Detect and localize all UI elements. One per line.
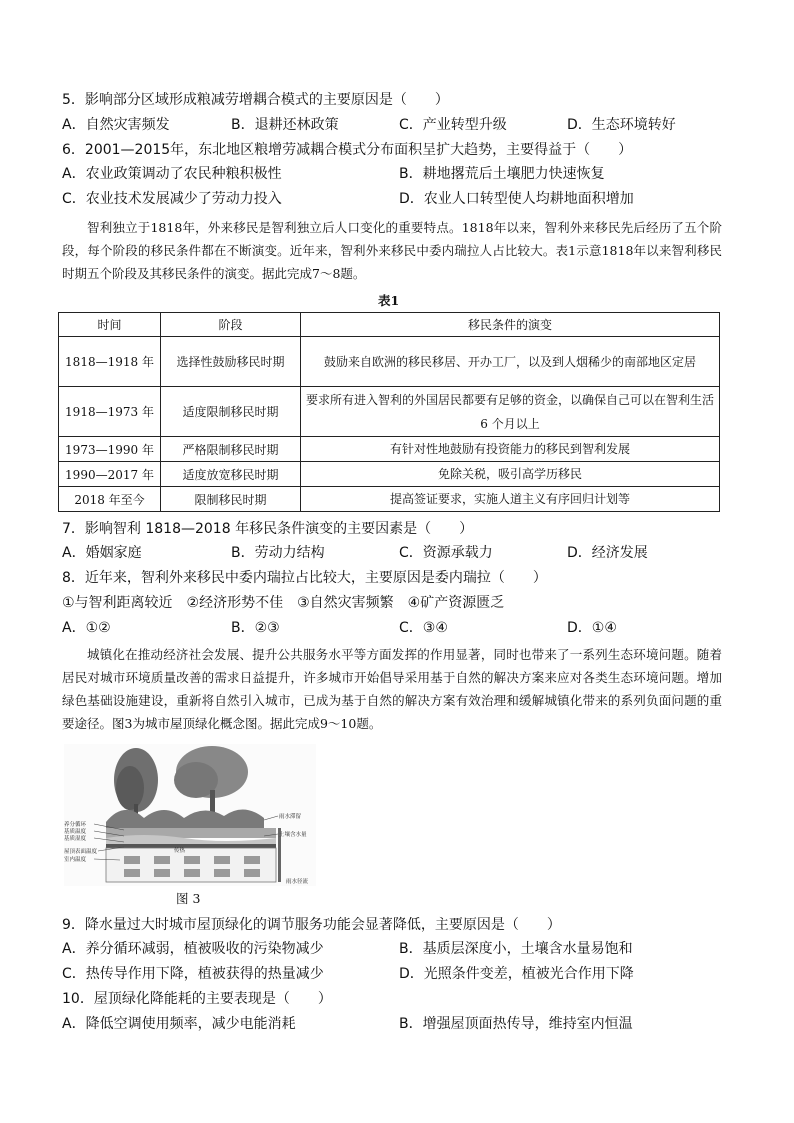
- figure-label-substrate-temp: 基质温度: [64, 829, 87, 835]
- q7-option-b: B．劳动力结构: [231, 545, 325, 561]
- q10-option-a: A．降低空调使用频率，减少电能消耗: [62, 1016, 296, 1032]
- q7-option-d: D．经济发展: [567, 545, 648, 561]
- q6-option-b: B．耕地撂荒后土壤肥力快速恢复: [399, 166, 605, 182]
- window-icon: [184, 856, 200, 864]
- table-1-caption: 表1: [378, 293, 400, 308]
- window-icon: [244, 869, 260, 877]
- table-cell-time: 1973—1990 年: [59, 437, 161, 462]
- figure-3-caption: 图 3: [176, 891, 201, 906]
- table-row: [59, 337, 720, 387]
- table-header-row: [59, 313, 720, 337]
- q9-option-a: A．养分循环减弱，植被吸收的污染物减少: [62, 941, 324, 957]
- question-6-stem: 6．2001—2015年，东北地区粮增劳减耦合模式分布面积呈扩大趋势，主要得益于（ ）: [62, 142, 633, 158]
- table-row: [59, 387, 720, 437]
- tree-icon: [116, 766, 144, 810]
- q6-option-a: A．农业政策调动了农民种粮积极性: [62, 166, 282, 182]
- figure-label-nutrient-cycle: 养分循环: [64, 822, 87, 828]
- table-cell-time: 1918—1973 年: [59, 387, 161, 437]
- roof-slab: [106, 844, 276, 848]
- figure-label-roof-surface-temp: 屋顶表面温度: [64, 849, 98, 855]
- q9-option-c: C．热传导作用下降，植被获得的热量减少: [62, 966, 324, 982]
- table-cell-stage: 选择性鼓励移民时期: [161, 337, 301, 387]
- table-row: [59, 462, 720, 487]
- table-row: [59, 437, 720, 462]
- figure-label-indoor-temp: 室内温度: [64, 857, 87, 863]
- figure-label-runoff: 雨水径流: [286, 879, 309, 885]
- q5-option-a: A．自然灾害频发: [62, 117, 170, 133]
- table-cell-time: 2018 年至今: [59, 487, 161, 512]
- table-header-stage: 阶段: [161, 313, 301, 337]
- table-cell-stage: 适度放宽移民时期: [161, 462, 301, 487]
- q8-option-c: C．③④: [399, 620, 448, 636]
- q10-option-b: B．增强屋顶面热传导，维持室内恒温: [399, 1016, 633, 1032]
- table-cell-conditions: 要求所有进入智利的外国居民都要有足够的资金，以确保自己可以在智利生活 6 个月以上: [301, 387, 720, 437]
- window-icon: [214, 869, 230, 877]
- window-icon: [244, 856, 260, 864]
- table-cell-conditions: 有针对性地鼓励有投资能力的移民到智利发展: [301, 437, 720, 462]
- window-icon: [124, 869, 140, 877]
- table-cell-conditions: 鼓励来自欧洲的移民移居、开办工厂，以及到人烟稀少的南部地区定居: [301, 337, 720, 387]
- q8-option-b: B．②③: [231, 620, 280, 636]
- question-7-stem: 7．影响智利 1818—2018 年移民条件演变的主要因素是（ ）: [62, 521, 474, 537]
- figure-label-rain-retention: 雨水滞留: [279, 814, 302, 820]
- q5-option-b: B．退耕还林政策: [231, 117, 339, 133]
- window-icon: [124, 856, 140, 864]
- table-cell-stage: 适度限制移民时期: [161, 387, 301, 437]
- migration-table: [58, 312, 720, 512]
- table-cell-stage: 严格限制移民时期: [161, 437, 301, 462]
- table-header-conditions: 移民条件的演变: [301, 313, 720, 337]
- roof-greening-figure: [64, 744, 316, 886]
- table-header-time: 时间: [59, 313, 161, 337]
- q7-option-a: A．婚姻家庭: [62, 545, 142, 561]
- figure-label-heat-transfer: 传热: [174, 848, 186, 854]
- passage-urbanization: 城镇化在推动经济社会发展、提升公共服务水平等方面发挥的作用显著，同时也带来了一系列生态环境问题。随着居民对城市环境质量改善的需求日益提升，许多城市开始倡导采用基于自然的解决方案来应对各类生态环境问题。增加绿色基础设施建设，重新将自然引入城市，已成为基于自然的解决方案有效治理和缓解城镇化带来的系列负面问题的重要途径。图3为城市屋顶绿化概念图。据此完成9～10题。: [62, 647, 722, 731]
- q5-option-d: D．生态环境转好: [567, 117, 676, 133]
- figure-label-soil-moisture: 土壤含水量: [279, 832, 307, 838]
- question-8-stem: 8．近年来，智利外来移民中委内瑞拉占比较大，主要原因是委内瑞拉（ ）: [62, 570, 547, 586]
- q8-option-a: A．①②: [62, 620, 111, 636]
- figure-label-substrate-humidity: 基质湿度: [64, 836, 87, 842]
- passage-chile-migration: 智利独立于1818年，外来移民是智利独立后人口变化的重要特点。1818年以来，智利外来移民先后经历了五个阶段，每个阶段的移民条件都在不断演变。近年来，智利外来移民中委内瑞拉人占比较大。表1示意1818年以来智利移民时期五个阶段及其移民条件的演变。据此完成7～8题。: [62, 220, 722, 281]
- table-cell-stage: 限制移民时期: [161, 487, 301, 512]
- question-5-stem: 5．影响部分区域形成粮减劳增耦合模式的主要原因是（ ）: [62, 92, 449, 108]
- q9-option-d: D．光照条件变差，植被光合作用下降: [399, 966, 634, 982]
- table-cell-time: 1818—1918 年: [59, 337, 161, 387]
- q9-option-b: B．基质层深度小，土壤含水量易饱和: [399, 941, 633, 957]
- q6-option-c: C．农业技术发展减少了劳动力投入: [62, 191, 282, 207]
- window-icon: [154, 869, 170, 877]
- question-8-items: ①与智利距离较近 ②经济形势不佳 ③自然灾害频繁 ④矿产资源匮乏: [62, 595, 505, 611]
- q7-option-c: C．资源承载力: [399, 545, 493, 561]
- window-icon: [214, 856, 230, 864]
- window-icon: [154, 856, 170, 864]
- table-cell-conditions: 提高签证要求，实施人道主义有序回归计划等: [301, 487, 720, 512]
- q6-option-d: D．农业人口转型使人均耕地面积增加: [399, 191, 634, 207]
- table-cell-conditions: 免除关税，吸引高学历移民: [301, 462, 720, 487]
- table-row: [59, 487, 720, 512]
- question-10-stem: 10．屋顶绿化降能耗的主要表现是（ ）: [62, 991, 332, 1007]
- q8-option-d: D．①④: [567, 620, 617, 636]
- window-icon: [184, 869, 200, 877]
- table-cell-time: 1990—2017 年: [59, 462, 161, 487]
- question-9-stem: 9．降水量过大时城市屋顶绿化的调节服务功能会显著降低，主要原因是（ ）: [62, 917, 561, 933]
- q5-option-c: C．产业转型升级: [399, 117, 507, 133]
